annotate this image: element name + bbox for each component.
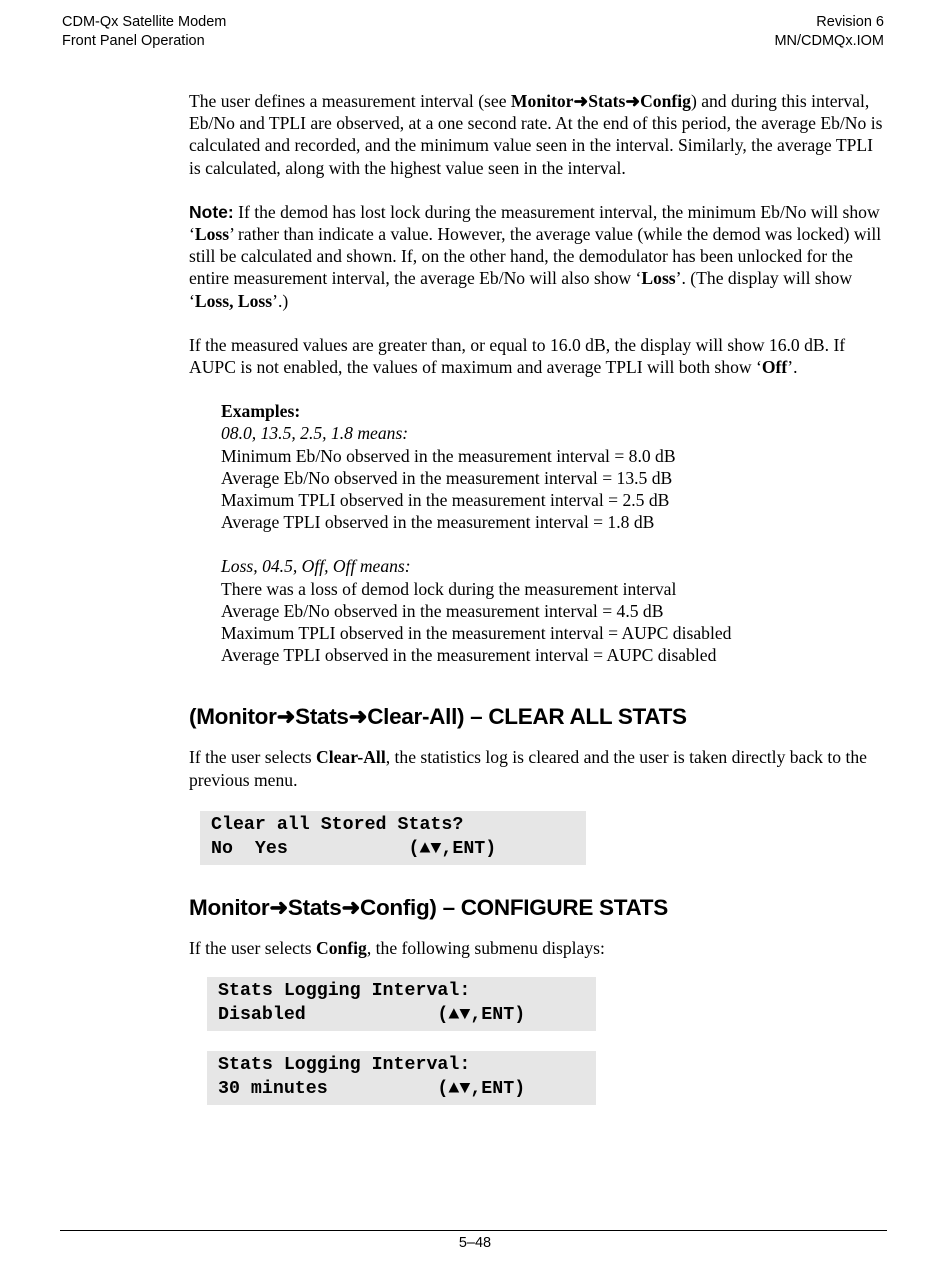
- lcd-line: Stats Logging Interval:: [218, 981, 471, 1002]
- example-1-line: Minimum Eb/No observed in the measurement interval = 8.0 dB: [221, 445, 676, 466]
- lcd-line: 30 minutes (▲▼,ENT): [218, 1079, 526, 1100]
- limits-text-2: ’.: [787, 357, 798, 378]
- note-text-2: ’ rather than indicate a value. However, the average value (while the demod was locked) will still be calculated and shown. If, on the other hand, the demodulator has been unlocked for the entire measurement interval, the average Eb/No will also show ‘: [189, 224, 882, 289]
- note-text-4: ’.): [272, 290, 289, 311]
- note-text-1: If the demod has lost lock during the measurement interval, the minimum Eb/No will show ‘: [189, 201, 880, 245]
- doc-revision: Revision 6: [816, 14, 884, 30]
- page-number: 5–48: [458, 1235, 492, 1251]
- clear-all-bold: Clear-All: [316, 747, 386, 768]
- config-text-2: , the following submenu displays:: [366, 937, 605, 958]
- intro-text-1: The user defines a measurement interval (see: [189, 91, 511, 111]
- example-1-line: Average TPLI observed in the measurement interval = 1.8 dB: [221, 512, 655, 533]
- lcd-line: Disabled (▲▼,ENT): [218, 1005, 526, 1026]
- example-1-line: Maximum TPLI observed in the measurement interval = 2.5 dB: [221, 490, 670, 511]
- lcd-config-30min-display: [207, 1051, 596, 1105]
- note-text-3: ’. (The display will show ‘: [189, 268, 853, 311]
- doc-id: MN/CDMQx.IOM: [774, 33, 884, 49]
- example-1-title: 08.0, 13.5, 2.5, 1.8 means:: [221, 423, 409, 444]
- note-paragraph: [189, 201, 889, 312]
- limits-text-1: If the measured values are greater than, or equal to 16.0 dB, the display will show 16.0 dB. If AUPC is not enabled, the values of maximum and average TPLI will both show ‘: [189, 334, 846, 378]
- limits-paragraph: [189, 334, 889, 378]
- example-2-line: Average Eb/No observed in the measurement interval = 4.5 dB: [221, 600, 664, 621]
- intro-paragraph: [189, 90, 889, 179]
- clear-all-heading: (Monitor➜Stats➜Clear-All) – CLEAR ALL STATS: [189, 704, 687, 730]
- example-2-line: Maximum TPLI observed in the measurement interval = AUPC disabled: [221, 623, 732, 644]
- config-heading: Monitor➜Stats➜Config) – CONFIGURE STATS: [189, 894, 668, 920]
- example-1-line: Average Eb/No observed in the measurement interval = 13.5 dB: [221, 467, 673, 488]
- lcd-line: No Yes (▲▼,ENT): [211, 838, 497, 859]
- intro-text-2: ) and during this interval, Eb/No and TPLI are observed, at a one second rate. At the end of this period, the average Eb/No is calculated and recorded, and the minimum value seen in the interval. Similarly, the average TPLI is calculated, along with the highest value seen in the interval.: [189, 91, 883, 178]
- page-header-left: [62, 13, 226, 51]
- example-2-title: Loss, 04.5, Off, Off means:: [221, 556, 411, 577]
- clear-all-text-2: , the statistics log is cleared and the user is taken directly back to the previous menu.: [189, 747, 867, 790]
- doc-title: CDM-Qx Satellite Modem: [62, 14, 227, 30]
- intro-menu-path: Monitor➜Stats➜Config: [510, 91, 691, 111]
- page-header-right: [774, 13, 884, 51]
- note-bold-3: Loss, Loss: [194, 290, 273, 311]
- clear-all-text-1: If the user selects: [189, 747, 317, 768]
- doc-section: Front Panel Operation: [62, 33, 205, 49]
- example-2-line: There was a loss of demod lock during the measurement interval: [221, 578, 677, 599]
- clear-all-paragraph: [189, 746, 889, 790]
- config-bold: Config: [316, 937, 367, 958]
- lcd-config-disabled-display: [207, 977, 596, 1031]
- lcd-line: Clear all Stored Stats?: [211, 814, 464, 835]
- lcd-line: Stats Logging Interval:: [218, 1055, 471, 1076]
- note-label: Note:: [189, 201, 234, 222]
- limits-bold-1: Off: [761, 357, 788, 378]
- example-2-line: Average TPLI observed in the measurement interval = AUPC disabled: [221, 645, 717, 666]
- note-bold-1: Loss: [194, 224, 230, 245]
- lcd-clear-all-display: [200, 811, 586, 865]
- note-bold-2: Loss: [641, 268, 676, 289]
- page-content: [189, 90, 889, 1105]
- config-paragraph: [189, 937, 889, 959]
- examples-heading: Examples:: [221, 401, 301, 422]
- config-text-1: If the user selects: [189, 937, 317, 958]
- footer-divider: [60, 1230, 887, 1231]
- examples-block: [221, 400, 889, 666]
